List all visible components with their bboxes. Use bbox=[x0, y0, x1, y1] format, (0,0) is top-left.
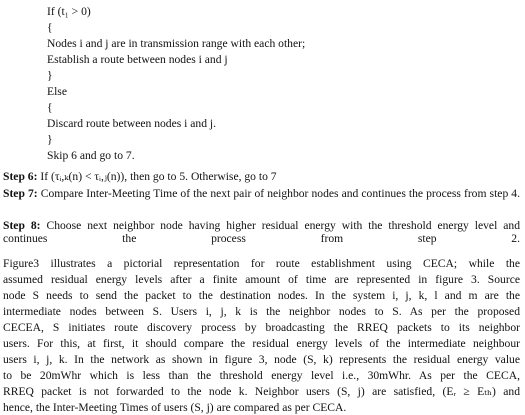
code-line-close-brace: } bbox=[47, 69, 53, 82]
step-8-label: Step 8: bbox=[3, 219, 41, 232]
step-6-text: If (τᵢ,ₖ(n) < τᵢ,ⱼ(n)), then go to 5. Otherwise, go to 7 bbox=[37, 170, 277, 183]
paragraph-line-5: CECEA, S initiates route discovery process by broadcasting the RREQ packets to its neighbor bbox=[3, 321, 520, 334]
code-line-open-brace: { bbox=[47, 21, 53, 34]
paragraph-line-10: hence, the Inter-Meeting Times of users (S, j) are compared as per CECA. bbox=[3, 401, 347, 414]
paragraph-line-6: users. For this, at first, it should compare the residual energy levels of the intermediate neighbour bbox=[3, 337, 520, 350]
code-line-transmission-range: Nodes i and j are in transmission range with each other; bbox=[47, 37, 306, 50]
step-7-text: Compare Inter-Meeting Time of the next pair of neighbor nodes and continues the process from step 4. bbox=[37, 187, 520, 200]
code-line-if: If (t₁ > 0) bbox=[47, 5, 91, 18]
paragraph-line-3: node S needs to send the packet to the destination nodes. In the system i, j, k, l and m are the bbox=[3, 289, 520, 302]
code-line-close-brace-2: } bbox=[47, 133, 53, 146]
paragraph-line-9: RREQ packet is not forwarded to the node k. Neighbor users (S, j) are satisfied, (Eᵣ ≥ Eₜₕ) and bbox=[3, 385, 520, 398]
code-line-establish-route: Establish a route between nodes i and j bbox=[47, 53, 228, 66]
step-6 bbox=[3, 170, 277, 183]
step-7-label: Step 7: bbox=[3, 187, 38, 200]
step-6-label: Step 6: bbox=[3, 170, 38, 183]
code-line-else: Else bbox=[47, 85, 67, 98]
paragraph-line-2: assumed residual energy levels after a finite amount of time are represented in figure 3. Source bbox=[3, 273, 520, 286]
paragraph-line-7: users i, j, k. In the network as shown in figure 3, node (S, k) represents the residual energy value bbox=[3, 353, 520, 366]
step-8 bbox=[3, 219, 520, 245]
code-line-skip: Skip 6 and go to 7. bbox=[47, 149, 135, 162]
paragraph-line-4: intermediate nodes between S. Users i, j, k is the neighbor nodes to S. As per the proposed bbox=[3, 305, 520, 318]
step-7 bbox=[3, 187, 520, 200]
code-line-open-brace-2: { bbox=[47, 101, 53, 114]
paragraph-line-1: Figure3 illustrates a pictorial representation for route establishment using CECA; while the bbox=[3, 257, 520, 270]
step-8-text: Choose next neighbor node having higher residual energy with the threshold energy level and continues the process from step 2. bbox=[3, 219, 520, 245]
code-line-discard-route: Discard route between nodes i and j. bbox=[47, 117, 217, 130]
paragraph-line-8: to be 20mWhr which is less than the threshold energy level i.e., 30mWhr. As per the CECA, bbox=[3, 369, 520, 382]
